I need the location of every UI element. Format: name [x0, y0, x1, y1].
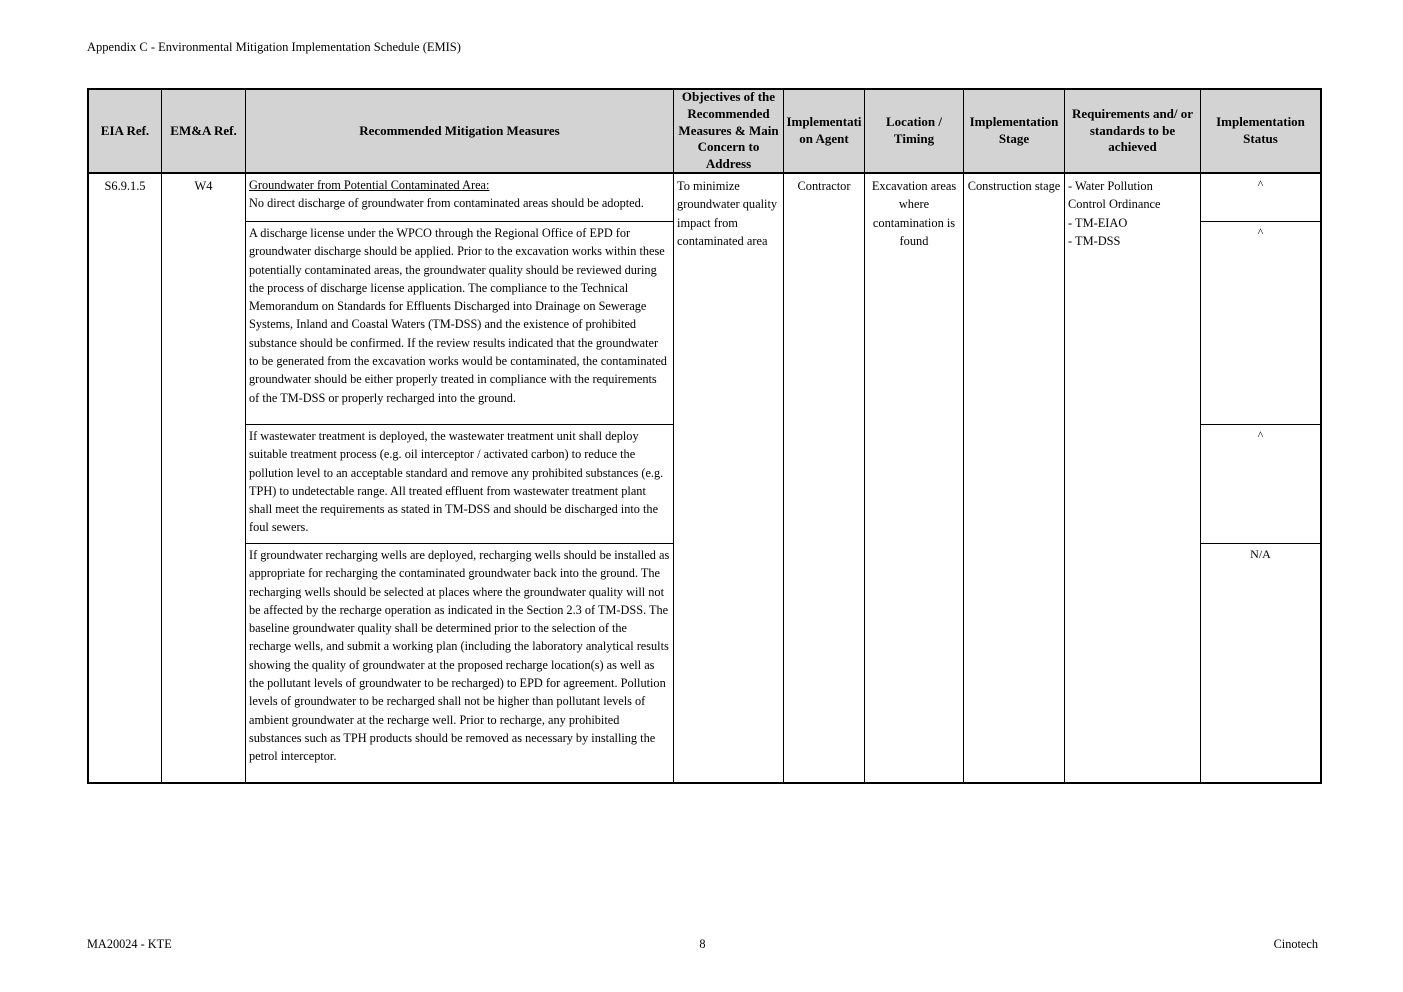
status-value: ^ — [1201, 174, 1320, 222]
col-header-location-timing: Location / Timing — [865, 90, 964, 172]
table-header-row — [89, 90, 1320, 174]
col-header-measures: Recommended Mitigation Measures — [246, 90, 674, 172]
measure-paragraph-recharging-wells: If groundwater recharging wells are deployed, recharging wells should be installed as appropriate for recharging the contaminated groundwater back into the ground. The recharging wells should be selected at places where the groundwater quality will not be affected by the recharge operation as indicated in the Section 2.3 of TM-DSS. The baseline groundwater quality shall be determined prior to the selection of the recharge wells, and submit a working plan (including the laboratory analytical results showing the quality of groundwater at the proposed recharge location(s) as well as the pollutant levels of groundwater to be recharged) to EPD for agreement. Pollution levels of groundwater to be recharged shall not be higher than pollutant levels of ambient groundwater at the recharge well. Prior to recharge, any prohibited substances such as TPH products should be removed as necessary by installing the petrol interceptor. — [249, 548, 670, 764]
col-header-ema-ref: EM&A Ref. — [162, 90, 246, 172]
cell-location-timing: Excavation areas where contamination is found — [865, 174, 964, 782]
footer-project-ref: MA20024 - KTE — [87, 937, 172, 951]
cell-implementation-stage: Construction stage — [964, 174, 1065, 782]
measure-block-intro — [246, 174, 673, 222]
requirement-item: - TM-EIAO — [1068, 215, 1128, 230]
cell-ema-ref: W4 — [162, 174, 246, 782]
cell-eia-ref: S6.9.1.5 — [89, 174, 162, 782]
col-header-requirements: Requirements and/ or standards to be achieved — [1065, 90, 1201, 172]
status-value: ^ — [1201, 425, 1320, 544]
emis-table — [87, 88, 1322, 784]
col-header-implementation-status: Implementation Status — [1201, 90, 1320, 172]
requirement-item: - Water Pollution Control Ordinance — [1068, 179, 1161, 212]
status-value: ^ — [1201, 222, 1320, 425]
cell-implementation-agent: Contractor — [784, 174, 865, 782]
cell-objectives: To minimize groundwater quality impact from contaminated area — [674, 174, 784, 782]
col-header-objectives: Objectives of the Recommended Measures & Main Concern to Address — [674, 90, 784, 172]
table-data-row — [89, 174, 1320, 782]
cell-implementation-status — [1201, 174, 1320, 782]
status-value: N/A — [1250, 547, 1271, 561]
col-header-implementation-stage: Implementation Stage — [964, 90, 1065, 172]
requirement-item: - TM-DSS — [1068, 233, 1121, 248]
measure-paragraph-wastewater-treatment: If wastewater treatment is deployed, the wastewater treatment unit shall deploy suitable treatment process (e.g. oil interceptor / activated carbon) to reduce the pollution level to an acceptable standard and remove any prohibited substances (e.g. TPH) to undetectable range. All treated effluent from wastewater treatment plant shall meet the requirements as stated in TM-DSS and should be discharged into the foul sewers. — [246, 425, 673, 544]
footer-page-number: 8 — [699, 937, 706, 951]
col-header-eia-ref: EIA Ref. — [89, 90, 162, 172]
measure-intro-text: No direct discharge of groundwater from contaminated areas should be adopted. — [249, 196, 644, 211]
measure-paragraph-discharge-license: A discharge license under the WPCO through the Regional Office of EPD for groundwater discharge should be applied. Prior to the excavation works within these potentially contaminated areas, the groundwater quality should be reviewed during the process of discharge license application. The compliance to the Technical Memorandum on Standards for Effluents Discharged into Drainage on Sewerage Systems, Inland and Coastal Waters (TM-DSS) and the existence of prohibited substance should be confirmed. If the review results indicated that the groundwater to be generated from the excavation works would be contaminated, the contaminated groundwater should be either properly treated in compliance with the requirements of the TM-DSS or properly recharged into the ground. — [246, 222, 673, 425]
measure-heading: Groundwater from Potential Contaminated Area: — [249, 178, 490, 192]
footer-company-name: Cinotech — [1273, 937, 1318, 951]
appendix-title: Appendix C - Environmental Mitigation Implementation Schedule (EMIS) — [87, 40, 461, 54]
col-header-implementation-agent: Implementation Agent — [784, 90, 865, 172]
cell-mitigation-measures — [246, 174, 674, 782]
cell-requirements — [1065, 174, 1201, 782]
